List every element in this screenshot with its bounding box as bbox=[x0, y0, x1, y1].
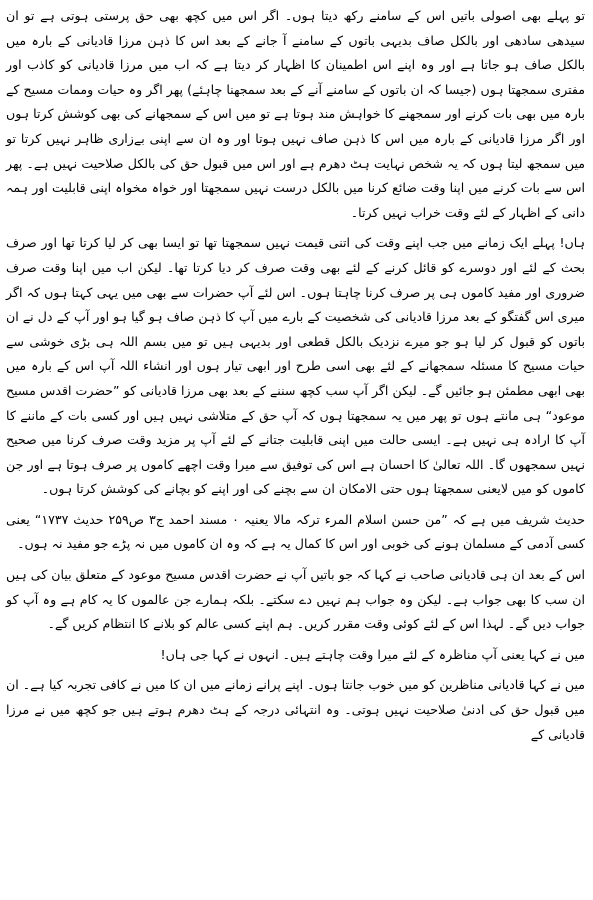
paragraph-6: میں نے کہا قادیانی مناظرین کو میں خوب جانتا ہوں۔ اپنے پرانے زمانے میں ان کا میں نے کافی تجربہ کیا ہے۔ ان میں قبول حق کی ادنیٰ صلاحیت نہیں ہوتی۔ وہ انتہائی درجہ کے ہٹ دھرم ہوتے ہیں جو کچھ میں نے مرزا قادیانی کے bbox=[6, 677, 585, 742]
paragraph-4: اس کے بعد ان ہی قادیانی صاحب نے کہا کہ جو باتیں آپ نے حضرت اقدس مسیح موعود کے متعلق بیان کی ہیں ان سب کا بھی جواب ہے۔ لیکن وہ جواب ہم نہیں دے سکتے۔ بلکہ ہمارے جن عالموں کا یہ کام ہے وہ آپ کو جواب دیں گے۔ لہذا اس کے لئے کوئی وقت مقرر کریں۔ ہم اپنے کسی عالم کو بلانے کا انتظام کریں گے۔ bbox=[6, 567, 585, 632]
paragraph-hadith: حدیث شریف میں ہے کہ ”من حسن اسلام المرء ترکہ مالا یعنیہ ۰ مسند احمد ج۳ ص۲۵۹ حدیث ۱۷۳۷“ یعنی کسی آدمی کے مسلمان ہونے کی خوبی اور اس کا کمال یہ ہے کہ وہ ان کاموں میں نہ پڑے جو مفید نہ ہوں۔ bbox=[6, 511, 585, 552]
paragraph-5: میں نے کہا یعنی آپ مناظرہ کے لئے میرا وقت چاہتے ہیں۔ انہوں نے کہا جی ہاں! bbox=[160, 646, 585, 662]
paragraph-2: ہاں! پہلے ایک زمانے میں جب اپنے وقت کی اتنی قیمت نہیں سمجھتا تھا تو ایسا بھی کر لیا کرتا تھا اور صرف بحث کے لئے اور دوسرے کو قائل کرنے کے لئے بھی وقت صرف کر دیا کرتا تھا۔ لیکن اب میں اپنا وقت صرف ضروری اور مفید کاموں ہی پر صرف کرنا چاہتا ہوں۔ اس لئے آپ حضرات سے بھی میں یہی کہتا ہوں کہ اگر میری اس گفتگو کے بعد مرزا قادیانی کی شخصیت کے بارے میں آپ کا ذہن صاف ہو گیا ہو اور آپ کے دل نے ان باتوں کو قبول کر لیا ہو جو میرے نزدیک بالکل قطعی اور بدیہی ہیں تو میں بسم اللہ ہی بڑی خوشی سے حیات مسیح کا مسئلہ سمجھانے کے لئے بھی اسی طرح اور ابھی تیار ہوں اور انشاء اللہ آپ اس کے بارہ میں بھی ابھی مطمئن ہو جائیں گے۔ لیکن اگر آپ سب کچھ سننے کے بعد بھی مرزا قادیانی کو ”حضرت اقدس مسیح موعود“ ہی مانتے ہوں تو پھر میں یہ سمجھتا ہوں کہ آپ حق کے متلاشی نہیں ہیں اور کسی بات کے ماننے کا آپ کا ارادہ ہی نہیں ہے۔ ایسی حالت میں اپنی قابلیت جتانے کے لئے آپ پر مزید وقت صرف کرنا میں صحیح نہیں سمجھوں گا۔ اللہ تعالیٰ کا احسان ہے اس کی توفیق سے میرا وقت اچھے کاموں پر صرف ہوتا ہے اور جن کاموں کو میں لایعنی سمجھتا ہوں حتی الامکان ان سے بچنے کی اور اپنے کو بچانے کی کوشش کرتا ہوں۔ bbox=[6, 235, 585, 497]
paragraph-1: تو پہلے بھی اصولی باتیں اس کے سامنے رکھ دیتا ہوں۔ اگر اس میں کچھ بھی حق پرستی ہوتی ہے تو ان سیدھی سادھی اور بالکل صاف بدیہی باتوں کے سامنے آ جانے کے بعد اس کا ذہن مرزا قادیانی کے بارہ میں بالکل صاف ہو جاتا ہے اور وہ اپنے اس اطمینان کا اظہار کر دیتا ہے کہ اب میں مرزا قادیانی کو کاذب اور مفتری سمجھتا ہوں (جیسا کہ ان باتوں کے سامنے آنے کے بعد سمجھنا چاہئے) پھر اگر وہ حیات وممات مسیح کے بارہ میں بھی بات کرنے اور سمجھنے کا خواہش مند ہوتا ہے تو میں اس کے سمجھانے کی بھی کوشش کرتا ہوں اور اگر مرزا قادیانی کے بارہ میں اس کا ذہن صاف نہیں ہوتا اور وہ ان سے اپنی بےزاری ظاہر نہیں کرتا تو میں سمجھ لیتا ہوں کہ یہ شخص نہایت ہٹ دھرم ہے اور اس میں قبول حق کی بالکل صلاحیت نہیں ہے۔ پھر اس سے بات کرنے میں اپنا وقت ضائع کرنا میں بالکل درست نہیں سمجھتا اور خواہ مخواہ اپنی قابلیت اور ہمہ دانی کے اظہار کے لئے وقت خراب نہیں کرتا۔ bbox=[6, 8, 585, 220]
